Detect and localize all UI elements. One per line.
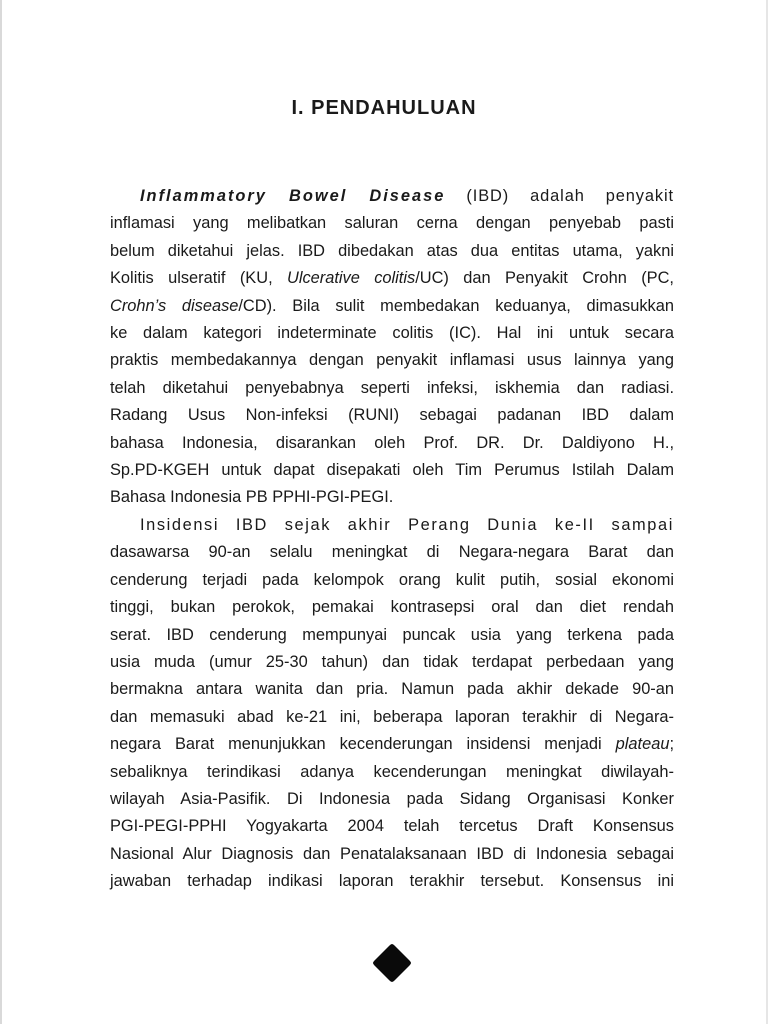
text-line [110,293,674,320]
lead-term: Inflammatory Bowel Disease [140,187,446,205]
text-line: praktis membedakannya dengan penyakit inflamasi usus lainnya yang [110,351,674,370]
text-line [110,183,674,210]
text-span: /UC) dan Penyakit Crohn (PC, [415,269,674,288]
text-line: belum diketahui jelas. IBD dibedakan atas dua entitas utama, yakni [110,241,674,260]
text-line: dasawarsa 90-an selalu meningkat di Negara-negara Barat dan [110,543,674,562]
text-span: ; [669,735,674,754]
text-line [110,731,674,758]
text-line: telah diketahui penyebabnya seperti infeksi, iskhemia dan radiasi. [110,378,674,397]
text-line: ke dalam kategori indeterminate colitis (IC). Hal ini untuk secara [110,324,674,343]
text-line: PGI-PEGI-PPHI Yogyakarta 2004 telah tercetus Draft Konsensus [110,817,674,836]
text-line: inflamasi yang melibatkan saluran cerna dengan penyebab pasti [110,214,674,233]
text-line: tinggi, bukan perokok, pemakai kontrasepsi oral dan diet rendah [110,598,674,617]
text-line: dan memasuki abad ke-21 ini, beberapa laporan terakhir di Negara- [110,707,674,726]
body-text [110,183,674,896]
text-span: (IBD) adalah penyakit [445,187,674,205]
italic-term: plateau [615,735,670,754]
text-line: usia muda (umur 25-30 tahun) dan tidak terdapat perbedaan yang [110,652,674,671]
text-line: cenderung terjadi pada kelompok orang kulit putih, sosial ekonomi [110,570,674,589]
text-line: bahasa Indonesia, disarankan oleh Prof. DR. Dr. Daldiyono H., [110,433,674,452]
italic-term: Ulcerative colitis [286,269,416,288]
text-line: Insidensi IBD sejak akhir Perang Dunia ke-II sampai [140,515,674,534]
text-span: /CD). Bila sulit membedakan keduanya, dimasukkan [238,296,674,315]
text-line: Radang Usus Non-infeksi (RUNI) sebagai padanan IBD dalam [110,406,674,425]
text-span: negara Barat menunjukkan kecenderungan insidensi menjadi [110,735,616,754]
diamond-shape [373,944,411,982]
paragraph-intro [110,183,674,512]
text-span: Kolitis ulseratif (KU, [110,269,287,288]
page-marker-diamond-icon [372,943,412,983]
page-edge-left [0,0,2,1024]
text-line: serat. IBD cenderung mempunyai puncak usia yang terkena pada [110,625,674,644]
text-line: Sp.PD-KGEH untuk dapat disepakati oleh Tim Perumus Istilah Dalam [110,461,674,480]
text-line [110,265,674,292]
text-line: sebaliknya terindikasi adanya kecenderungan meningkat diwilayah- [110,762,674,781]
text-line: Nasional Alur Diagnosis dan Penatalaksanaan IBD di Indonesia sebagai [110,844,674,863]
text-line: bermakna antara wanita dan pria. Namun pada akhir dekade 90-an [110,680,674,699]
text-line: Bahasa Indonesia PB PPHI-PGI-PEGI. [110,488,394,507]
text-line: wilayah Asia-Pasifik. Di Indonesia pada Sidang Organisasi Konker [110,789,674,808]
text-line: jawaban terhadap indikasi laporan terakhir tersebut. Konsensus ini [110,872,674,891]
paragraph-incidence [110,512,674,896]
chapter-heading: I. PENDAHULUAN [291,97,477,119]
italic-term: Crohn’s disease [110,296,239,315]
